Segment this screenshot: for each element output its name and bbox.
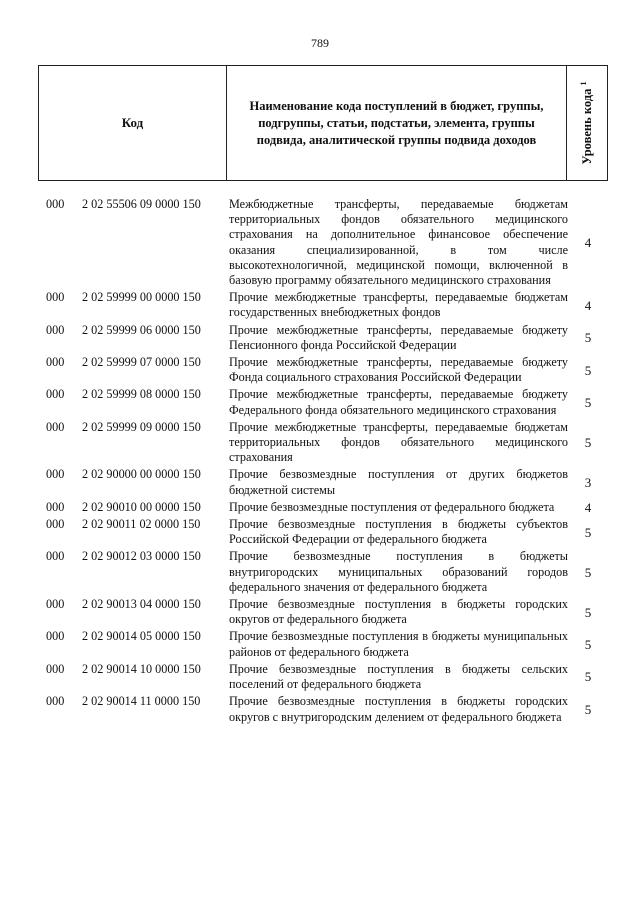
row-code: 2 02 90000 00 0000 150 — [82, 467, 201, 482]
row-code: 2 02 55506 09 0000 150 — [82, 197, 201, 211]
row-code: 2 02 90010 00 0000 150 — [82, 499, 201, 514]
header-level-footnote: 1 — [578, 81, 588, 86]
table-header — [38, 65, 608, 181]
table-row — [38, 467, 608, 497]
row-name: Прочие безвозмездные поступления от других бюджетов бюджетной системы — [229, 467, 568, 497]
header-level — [579, 82, 595, 165]
row-code: 2 02 59999 09 0000 150 — [82, 419, 201, 434]
table-row — [38, 387, 608, 417]
row-prefix: 000 — [46, 629, 65, 644]
row-prefix: 000 — [46, 322, 65, 337]
table-row — [38, 290, 608, 320]
row-level: 5 — [584, 564, 592, 580]
table-row — [38, 500, 608, 515]
table-row — [38, 355, 608, 385]
row-code: 2 02 90014 11 0000 150 — [82, 694, 201, 709]
row-prefix: 000 — [46, 290, 65, 305]
row-level: 5 — [584, 330, 592, 346]
row-level: 4 — [584, 235, 592, 250]
page-number: 789 — [311, 36, 329, 50]
row-level: 5 — [584, 637, 592, 653]
table-row — [38, 629, 608, 659]
row-level: 5 — [584, 701, 592, 717]
row-level: 5 — [584, 435, 592, 451]
row-code: 2 02 90014 05 0000 150 — [82, 629, 201, 644]
row-name: Межбюджетные трансферты, передаваемые бюджетам территориальных фондов обязательного медицинского страхования на дополнительное финансовое обеспечение оказания специализированной, в том числе высокотехнологичной, медицинской помощи, включенной в базовую программу обязательного медицинского страхования — [229, 197, 568, 288]
row-code: 2 02 59999 07 0000 150 — [82, 355, 201, 370]
header-code: Код — [39, 66, 227, 180]
row-name: Прочие безвозмездные поступления в бюджеты городских округов от федерального бюджета — [229, 597, 568, 627]
row-name: Прочие межбюджетные трансферты, передаваемые бюджетам территориальных фондов обязательного медицинского страхования — [229, 419, 568, 465]
row-name: Прочие безвозмездные поступления в бюджеты субъектов Российской Федерации от федерального бюджета — [229, 517, 568, 547]
row-code: 2 02 90014 10 0000 150 — [82, 661, 201, 676]
row-level: 4 — [584, 297, 592, 313]
row-level: 5 — [584, 604, 592, 620]
table-row — [38, 420, 608, 466]
row-name: Прочие межбюджетные трансферты, передаваемые бюджетам государственных внебюджетных фондов — [229, 290, 568, 320]
row-level: 5 — [584, 524, 592, 540]
row-name: Прочие безвозмездные поступления в бюджеты муниципальных районов от федерального бюджета — [229, 629, 568, 659]
row-name: Прочие безвозмездные поступления в бюджеты внутригородских муниципальных образований городов федерального значения от федерального бюджета — [229, 549, 568, 594]
header-level-label: Уровень кода — [580, 88, 595, 165]
row-name: Прочие межбюджетные трансферты, передаваемые бюджету Пенсионного фонда Российской Федерации — [229, 322, 568, 352]
row-level: 5 — [584, 669, 592, 685]
table-row — [38, 517, 608, 547]
row-level: 5 — [584, 395, 592, 411]
row-code: 2 02 90013 04 0000 150 — [82, 597, 201, 612]
table-row — [38, 694, 608, 724]
row-name: Прочие безвозмездные поступления в бюджеты городских округов с внутригородским делением от федерального бюджета — [229, 694, 568, 724]
row-name: Прочие безвозмездные поступления от федерального бюджета — [229, 499, 555, 514]
row-name: Прочие межбюджетные трансферты, передаваемые бюджету Фонда социального страхования Российской Федерации — [229, 355, 568, 385]
table-row — [38, 323, 608, 353]
row-prefix: 000 — [46, 661, 65, 676]
row-prefix: 000 — [46, 197, 65, 211]
row-prefix: 000 — [46, 387, 65, 402]
row-code: 2 02 59999 08 0000 150 — [82, 387, 201, 402]
row-level: 4 — [584, 499, 592, 515]
header-level-cell — [567, 66, 607, 180]
row-code: 2 02 59999 06 0000 150 — [82, 322, 201, 337]
row-level: 5 — [584, 362, 592, 378]
table-row — [38, 197, 608, 288]
table-row — [38, 662, 608, 692]
row-prefix: 000 — [46, 467, 65, 482]
row-prefix: 000 — [46, 419, 65, 434]
row-name: Прочие безвозмездные поступления в бюджеты сельских поселений от федерального бюджета — [229, 661, 568, 692]
row-code: 2 02 59999 00 0000 150 — [82, 290, 201, 305]
row-name: Прочие межбюджетные трансферты, передаваемые бюджету Федерального фонда обязательного медицинского страхования — [229, 387, 568, 417]
row-prefix: 000 — [46, 355, 65, 370]
row-prefix: 000 — [46, 597, 65, 612]
header-name: Наименование кода поступлений в бюджет, группы, подгруппы, статьи, подстатьи, элемента, группы подвида, аналитической группы подвида доходов — [227, 66, 567, 180]
table-body — [38, 197, 608, 727]
row-prefix: 000 — [46, 549, 65, 564]
row-level: 3 — [584, 475, 592, 491]
row-code: 2 02 90012 03 0000 150 — [82, 549, 201, 564]
row-code: 2 02 90011 02 0000 150 — [82, 517, 201, 532]
row-prefix: 000 — [46, 517, 65, 532]
table-row — [38, 597, 608, 627]
row-prefix: 000 — [46, 499, 65, 514]
row-prefix: 000 — [46, 694, 65, 709]
table-row — [38, 549, 608, 595]
